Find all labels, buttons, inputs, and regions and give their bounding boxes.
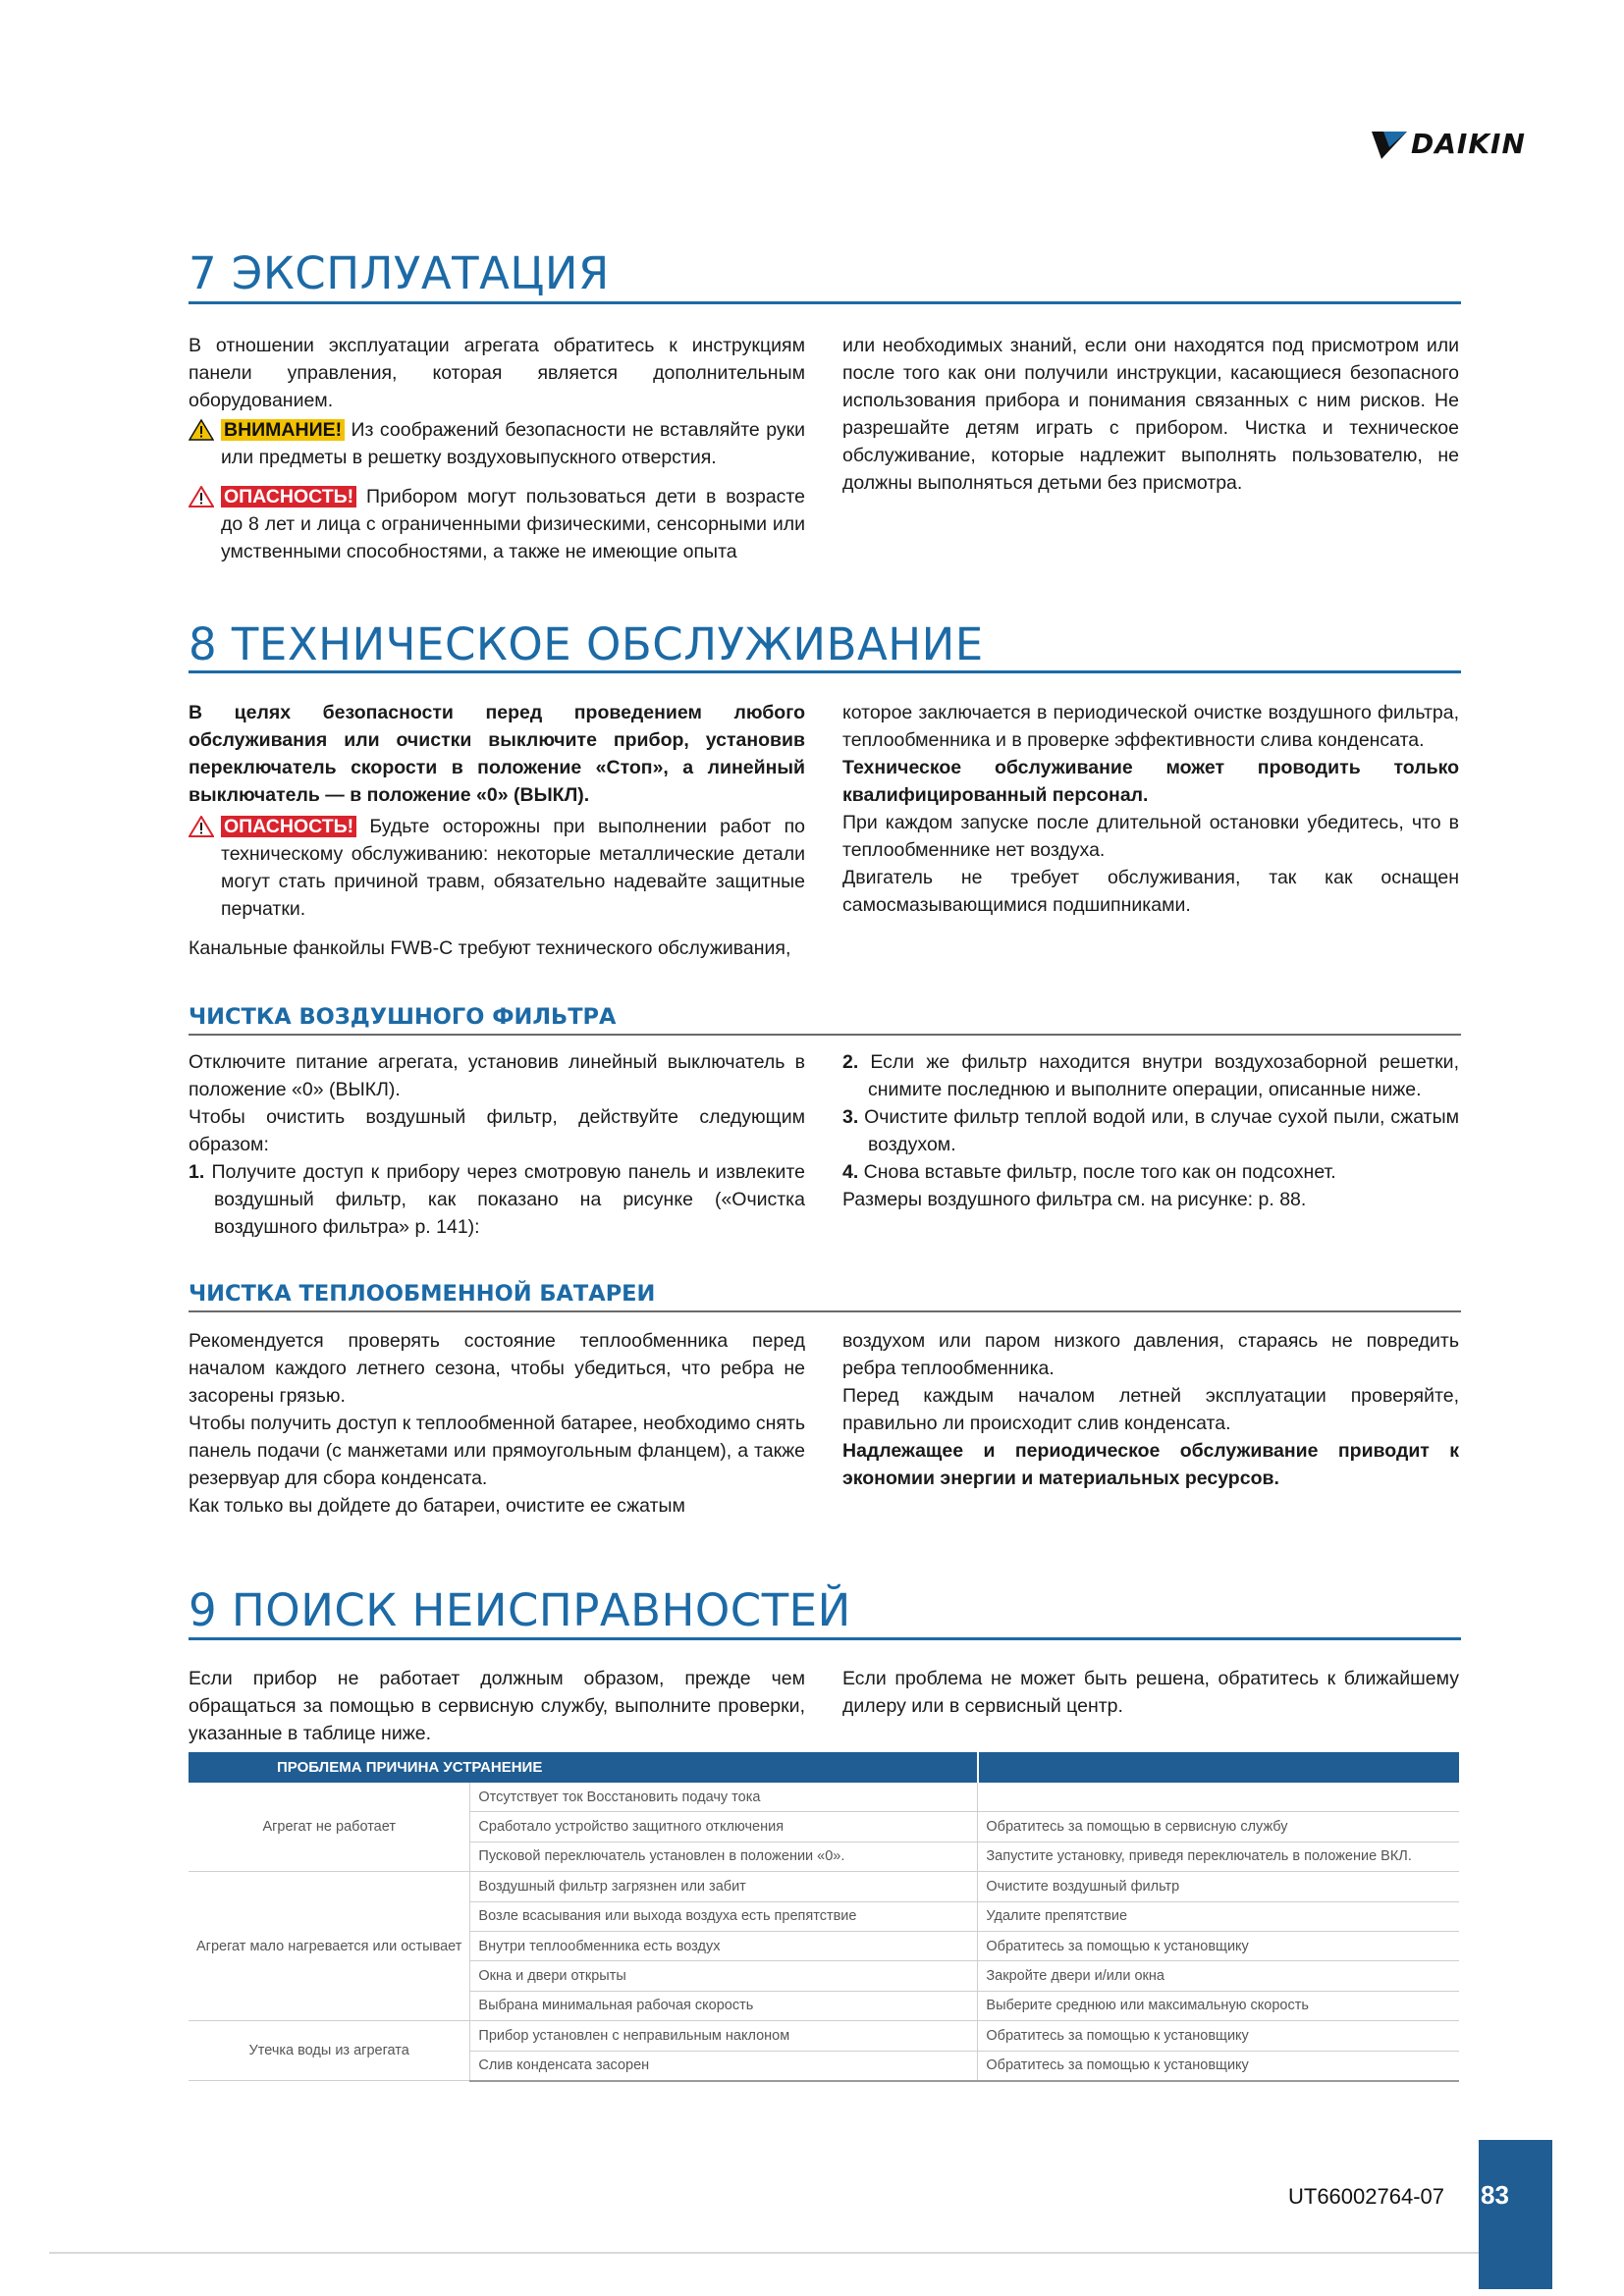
coil-right-bold: Надлежащее и периодическое обслуживание приводит к экономии энергии и материальных ресурсов. [842,1440,1459,1489]
table-row [189,1872,1459,1901]
table-header-blank [978,1752,1459,1783]
danger-label: ОПАСНОСТЬ! [221,816,356,837]
section-9-right-text: Если проблема не может быть решена, обратитесь к ближайшему дилеру или в сервисный центр. [842,1668,1459,1717]
section-8-right-bold: Техническое обслуживание может проводить только квалифицированный персонал. [842,757,1459,806]
remedy-cell: Выберите среднюю или максимальную скорость [978,1991,1459,2020]
section-7-right-text: или необходимых знаний, если они находятся под присмотром или после того как они получили инструкции, касающиеся безопасного использования прибора и понимания связанных с ним рисков. Не разрешайте детям играть с прибором. Чистка и техническое обслуживание, которые надлежит выполнять пользователю, не должны выполняться детьми без присмотра. [842,335,1459,494]
remedy-cell: Обратитесь за помощью в сервисную службу [978,1812,1459,1842]
warning-text: Из соображений безопасности не вставляйте руки или предметы в решетку воздуховыпускного отверстия. [221,419,805,468]
warning-triangle-icon [189,419,214,441]
daikin-logo [1370,126,1551,165]
warning-label: ВНИМАНИЕ! [221,419,345,441]
section-9-divider [189,1637,1461,1640]
remedy-cell: Обратитесь за помощью к установщику [978,1931,1459,1960]
section-7-intro: В отношении эксплуатации агрегата обратитесь к инструкциям панели управления, которая является дополнительным оборудованием. [189,335,805,411]
filter-right-column [842,1048,1459,1213]
coil-right-p2: Перед каждым началом летней эксплуатации проверяйте, правильно ли происходит слив конденсата. [842,1385,1459,1434]
danger-label: ОПАСНОСТЬ! [221,486,356,507]
table-row [189,1783,1459,1812]
filter-p1: Отключите питание агрегата, установив линейный выключатель в положение «0» (ВЫКЛ). [189,1051,805,1100]
section-8-left-tail: Канальные фанкойлы FWB-C требуют технического обслуживания, [189,937,791,959]
section-7-left-column [189,332,805,565]
step-text: Очистите фильтр теплой водой или, в случае сухой пыли, сжатым воздухом. [858,1106,1459,1155]
table-header-row [189,1752,1459,1783]
coil-right-column [842,1327,1459,1492]
cause-cell: Возле всасывания или выхода воздуха есть препятствие [470,1901,978,1931]
section-8-title: 8 ТЕХНИЧЕСКОЕ ОБСЛУЖИВАНИЕ [189,618,984,670]
section-8-left-column [189,699,805,962]
remedy-cell: Закройте двери и/или окна [978,1961,1459,1991]
table-body [189,1783,1459,2081]
cause-cell: Пусковой переключатель установлен в положении «0». [470,1842,978,1871]
logo-brand-text: DAIKIN [1411,128,1526,160]
cause-cell: Воздушный фильтр загрязнен или забит [470,1872,978,1901]
coil-p1: Рекомендуется проверять состояние теплообменника перед началом каждого летнего сезона, чтобы убедиться, что ребра не засорены грязью. [189,1330,805,1407]
step-number: 3. [842,1106,859,1128]
cause-cell: Прибор установлен с неправильным наклоном [470,2021,978,2051]
remedy-cell: Обратитесь за помощью к установщику [978,2051,1459,2081]
section-8-danger [189,813,805,923]
coil-subtitle: ЧИСТКА ТЕПЛООБМЕННОЙ БАТАРЕИ [189,1281,656,1307]
section-7-title: 7 ЭКСПЛУАТАЦИЯ [189,247,610,299]
danger-triangle-icon [189,486,214,507]
step-text: Если же фильтр находится внутри воздухозаборной решетки, снимите последнюю и выполните операции, описанные ниже. [858,1051,1459,1100]
document-code: UT66002764-07 [1288,2184,1445,2209]
cause-cell: Окна и двери открыты [470,1961,978,1991]
filter-subtitle: ЧИСТКА ВОЗДУШНОГО ФИЛЬТРА [189,1004,617,1030]
problem-cell: Утечка воды из агрегата [189,2021,470,2081]
step-text: Получите доступ к прибору через смотровую панель и извлеките воздушный фильтр, как показано на рисунке («Очистка воздушного фильтра» р. 141): [204,1161,805,1238]
filter-sizes: Размеры воздушного фильтра см. на рисунке: р. 88. [842,1189,1307,1210]
section-7-divider [189,301,1461,304]
section-9-title: 9 ПОИСК НЕИСПРАВНОСТЕЙ [189,1584,851,1636]
page-number: 83 [1481,2180,1509,2210]
remedy-cell: Очистите воздушный фильтр [978,1872,1459,1901]
section-9-left-column [189,1665,805,1747]
cause-cell: Сработало устройство защитного отключения [470,1812,978,1842]
table-row [189,2021,1459,2051]
filter-step-2 [842,1048,1459,1103]
filter-step-1 [189,1158,805,1241]
filter-step-3 [842,1103,1459,1158]
filter-divider [189,1034,1461,1036]
cause-cell: Отсутствует ток Восстановить подачу тока [470,1783,978,1812]
coil-p3: Как только вы дойдете до батареи, очистите ее сжатым [189,1495,685,1517]
problem-cell: Агрегат мало нагревается или остывает [189,1872,470,2021]
section-8-right-column [842,699,1459,919]
danger-text: Прибором могут пользоваться дети в возрасте до 8 лет и лица с ограниченными физическими, сенсорными или умственными способностями, а также не имеющие опыта [221,486,805,562]
section-9-right-column [842,1665,1459,1720]
section-8-right-p1: которое заключается в периодической очистке воздушного фильтра, теплообменника и в проверке эффективности слива конденсата. [842,702,1459,751]
coil-left-column [189,1327,805,1520]
step-text: Снова вставьте фильтр, после того как он подсохнет. [858,1161,1336,1183]
step-number: 4. [842,1161,859,1183]
problem-cell: Агрегат не работает [189,1783,470,1872]
page-number-box [1479,2140,1552,2289]
filter-p2: Чтобы очистить воздушный фильтр, действуйте следующим образом: [189,1106,805,1155]
section-7-warning [189,416,805,471]
step-number: 2. [842,1051,859,1073]
coil-right-p1: воздухом или паром низкого давления, стараясь не повредить ребра теплообменника. [842,1330,1459,1379]
danger-triangle-icon [189,816,214,837]
table-header: ПРОБЛЕМА ПРИЧИНА УСТРАНЕНИЕ [189,1752,978,1783]
cause-cell: Выбрана минимальная рабочая скорость [470,1991,978,2020]
filter-step-4 [842,1158,1459,1186]
remedy-cell [978,1783,1459,1812]
section-8-right-p2: При каждом запуске после длительной остановки убедитесь, что в теплообменнике нет воздуха. [842,812,1459,861]
footer-divider [49,2252,1479,2254]
section-7-right-column [842,332,1459,497]
coil-p2: Чтобы получить доступ к теплообменной батарее, необходимо снять панель подачи (с манжетами или прямоугольным фланцем), а также резервуар для сбора конденсата. [189,1413,805,1489]
section-9-left-text: Если прибор не работает должным образом, прежде чем обращаться за помощью в сервисную службу, выполните проверки, указанные в таблице ниже. [189,1668,805,1744]
cause-cell: Внутри теплообменника есть воздух [470,1931,978,1960]
step-number: 1. [189,1161,205,1183]
danger-text: Будьте осторожны при выполнении работ по техническому обслуживанию: некоторые металлические детали могут стать причиной травм, обязательно надевайте защитные перчатки. [221,816,805,920]
daikin-triangle-icon [1370,126,1409,165]
section-7-danger [189,483,805,565]
remedy-cell: Удалите препятствие [978,1901,1459,1931]
section-8-right-p3: Двигатель не требует обслуживания, так как оснащен самосмазывающимися подшипниками. [842,867,1459,916]
remedy-cell: Обратитесь за помощью к установщику [978,2021,1459,2051]
troubleshooting-table [189,1752,1459,2082]
filter-left-column [189,1048,805,1241]
coil-divider [189,1310,1461,1312]
remedy-cell: Запустите установку, приведя переключатель в положение ВКЛ. [978,1842,1459,1871]
cause-cell: Слив конденсата засорен [470,2051,978,2081]
section-8-divider [189,670,1461,673]
section-8-bold-intro: В целях безопасности перед проведением любого обслуживания или очистки выключите прибор, установив переключатель скорости в положение «Стоп», а линейный выключатель — в положение «0» (ВЫКЛ). [189,702,805,806]
